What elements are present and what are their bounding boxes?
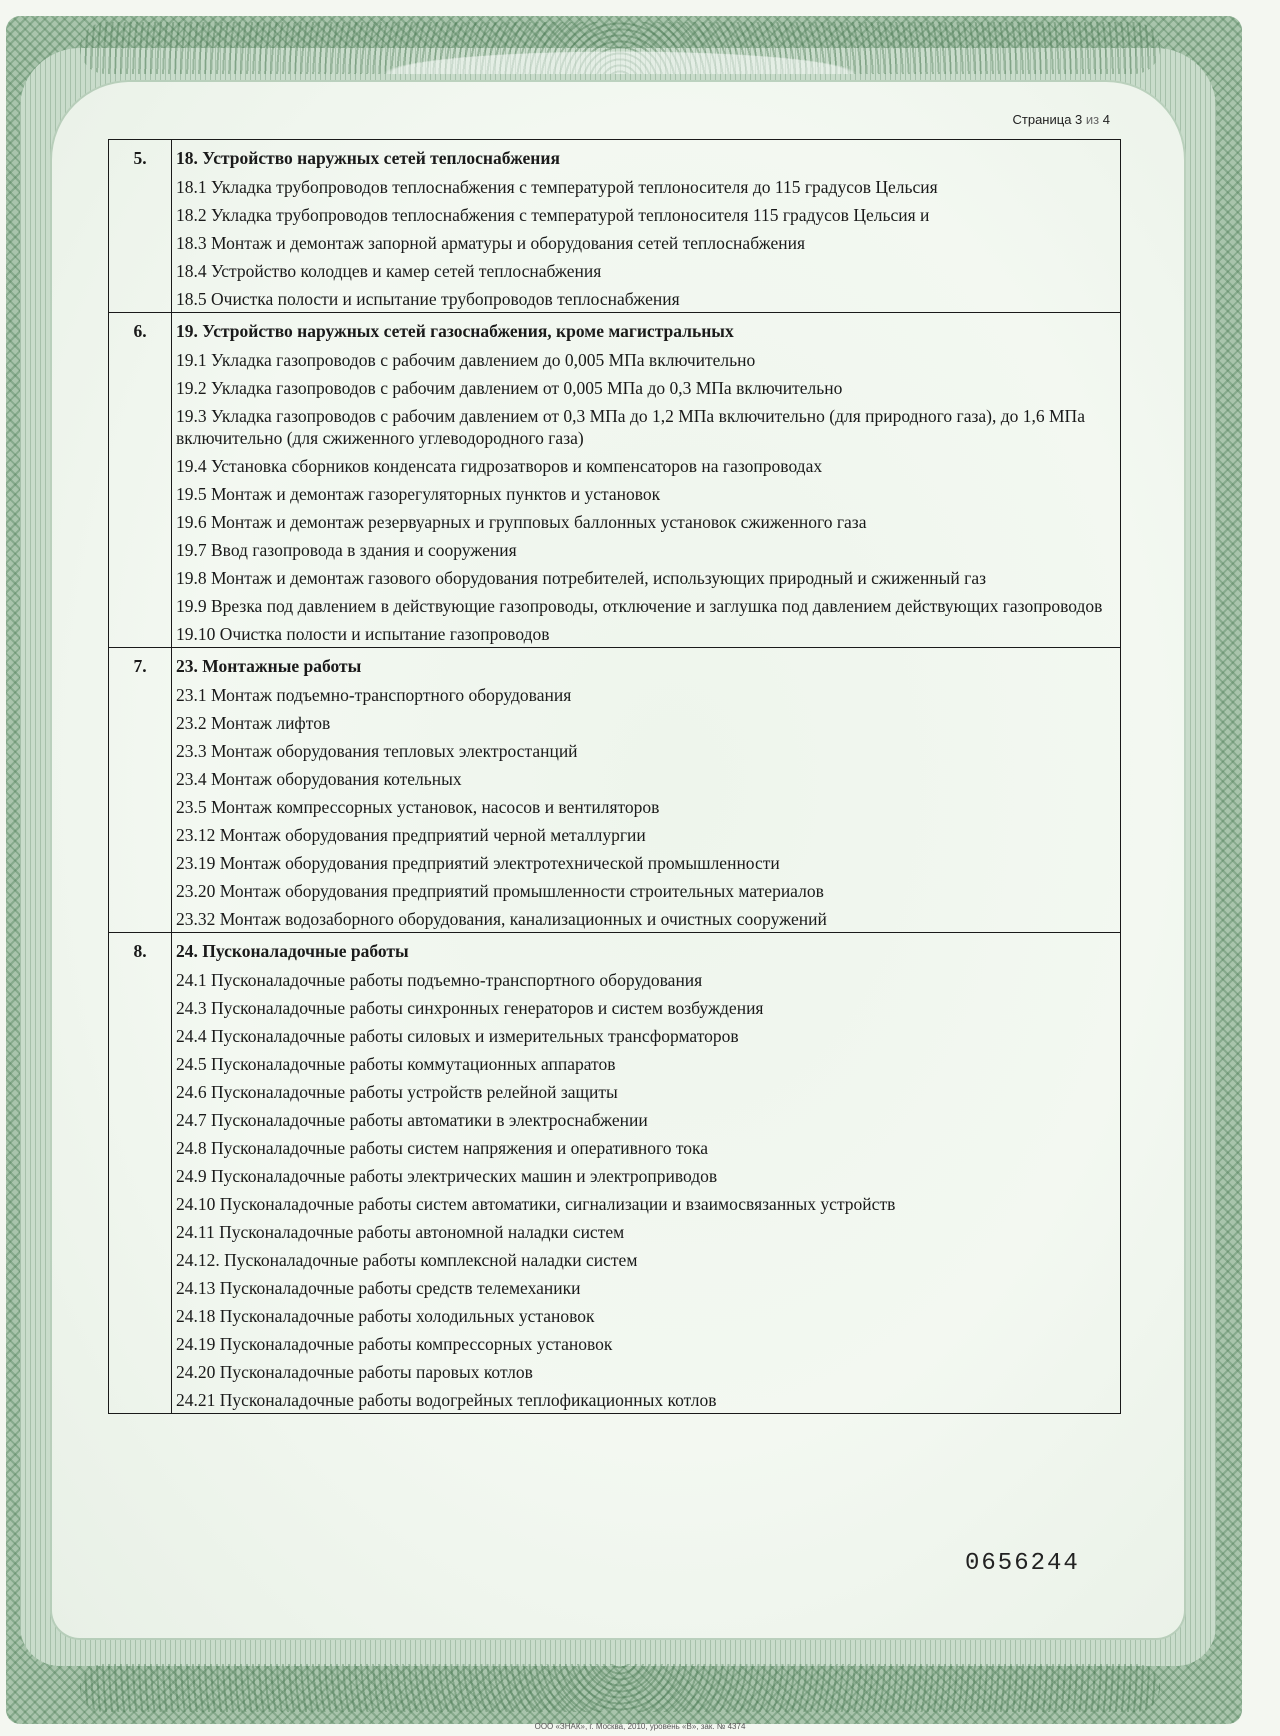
work-item: 18.2 Укладка трубопроводов теплоснабжения с температурой теплоносителя 115 градусов Цельсия и bbox=[176, 205, 930, 225]
page-indicator-sep: из bbox=[1085, 112, 1100, 127]
page-indicator bbox=[1013, 112, 1111, 127]
work-item: 19.7 Ввод газопровода в здания и сооружения bbox=[176, 540, 517, 560]
section-row bbox=[109, 648, 1121, 933]
work-item: 24.20 Пусконаладочные работы паровых котлов bbox=[176, 1362, 533, 1382]
work-item: 23.19 Монтаж оборудования предприятий электротехнической промышленности bbox=[176, 853, 780, 873]
work-item: 24.6 Пусконаладочные работы устройств релейной защиты bbox=[176, 1082, 618, 1102]
section-title: 24. Пусконаладочные работы bbox=[176, 941, 409, 961]
section-row bbox=[109, 140, 1121, 313]
work-item: 24.4 Пусконаладочные работы силовых и измерительных трансформаторов bbox=[176, 1026, 739, 1046]
work-item: 19.4 Установка сборников конденсата гидрозатворов и компенсаторов на газопроводах bbox=[176, 456, 823, 476]
work-item: 18.3 Монтаж и демонтаж запорной арматуры и оборудования сетей теплоснабжения bbox=[176, 233, 806, 253]
page-indicator-current: 3 bbox=[1075, 112, 1083, 127]
work-types-table bbox=[108, 139, 1121, 1414]
work-item: 23.4 Монтаж оборудования котельных bbox=[176, 769, 462, 789]
work-item: 24.1 Пусконаладочные работы подъемно-транспортного оборудования bbox=[176, 970, 703, 990]
work-item: 24.12. Пусконаладочные работы комплексной наладки систем bbox=[176, 1250, 638, 1270]
work-item: 19.9 Врезка под давлением в действующие газопроводы, отключение и заглушка под давлением действующих газопроводов bbox=[176, 596, 1103, 616]
section-number: 6. bbox=[109, 313, 172, 648]
work-item: 24.13 Пусконаладочные работы средств телемеханики bbox=[176, 1278, 581, 1298]
work-item: 24.9 Пусконаладочные работы электрических машин и электроприводов bbox=[176, 1166, 718, 1186]
work-item: 23.20 Монтаж оборудования предприятий промышленности строительных материалов bbox=[176, 881, 824, 901]
work-item: 23.32 Монтаж водозаборного оборудования, канализационных и очистных сооружений bbox=[176, 909, 827, 929]
section-content bbox=[172, 140, 1121, 313]
section-number: 8. bbox=[109, 933, 172, 1414]
work-item: 23.1 Монтаж подъемно-транспортного оборудования bbox=[176, 685, 572, 705]
section-content bbox=[172, 313, 1121, 648]
section-title: 18. Устройство наружных сетей теплоснабжения bbox=[176, 148, 560, 168]
section-number: 5. bbox=[109, 140, 172, 313]
guilloche-ornament-bottom bbox=[80, 1664, 1160, 1712]
work-item: 19.10 Очистка полости и испытание газопроводов bbox=[176, 624, 550, 644]
section-row bbox=[109, 313, 1121, 648]
work-item: 24.8 Пусконаладочные работы систем напряжения и оперативного тока bbox=[176, 1138, 709, 1158]
work-item: 24.19 Пусконаладочные работы компрессорных установок bbox=[176, 1334, 613, 1354]
work-item: 23.5 Монтаж компрессорных установок, насосов и вентиляторов bbox=[176, 797, 660, 817]
section-content bbox=[172, 933, 1121, 1414]
work-item: 18.4 Устройство колодцев и камер сетей теплоснабжения bbox=[176, 261, 602, 281]
work-item: 24.18 Пусконаладочные работы холодильных установок bbox=[176, 1306, 595, 1326]
section-title: 23. Монтажные работы bbox=[176, 656, 362, 676]
work-item: 24.11 Пусконаладочные работы автономной наладки систем bbox=[176, 1222, 625, 1242]
work-item: 24.5 Пусконаладочные работы коммутационных аппаратов bbox=[176, 1054, 616, 1074]
section-row bbox=[109, 933, 1121, 1414]
serial-number: 0656244 bbox=[965, 1550, 1080, 1577]
work-item: 24.3 Пусконаладочные работы синхронных генераторов и систем возбуждения bbox=[176, 998, 764, 1018]
section-title: 19. Устройство наружных сетей газоснабжения, кроме магистральных bbox=[176, 321, 734, 341]
work-item: 19.5 Монтаж и демонтаж газорегуляторных пунктов и установок bbox=[176, 484, 661, 504]
page-indicator-total: 4 bbox=[1102, 112, 1110, 127]
work-item: 23.12 Монтаж оборудования предприятий черной металлургии bbox=[176, 825, 646, 845]
work-item: 24.10 Пусконаладочные работы систем автоматики, сигнализации и взаимосвязанных устройств bbox=[176, 1194, 896, 1214]
work-item: 18.5 Очистка полости и испытание трубопроводов теплоснабжения bbox=[176, 289, 680, 309]
page-indicator-prefix: Страница bbox=[1012, 112, 1072, 127]
work-item: 23.2 Монтаж лифтов bbox=[176, 713, 331, 733]
work-item: 23.3 Монтаж оборудования тепловых электростанций bbox=[176, 741, 578, 761]
section-number: 7. bbox=[109, 648, 172, 933]
work-item: 19.2 Укладка газопроводов с рабочим давлением от 0,005 МПа до 0,3 МПа включительно bbox=[176, 378, 843, 398]
work-item: 19.3 Укладка газопроводов с рабочим давлением от 0,3 МПа до 1,2 МПа включительно (для природного газа), до 1,6 МПа включительно (для сжиженного углеводородного газа) bbox=[176, 406, 1085, 448]
work-item: 18.1 Укладка трубопроводов теплоснабжения с температурой теплоносителя до 115 градусов Цельсия bbox=[176, 177, 938, 197]
section-content bbox=[172, 648, 1121, 933]
work-item: 19.1 Укладка газопроводов с рабочим давлением до 0,005 МПа включительно bbox=[176, 350, 756, 370]
guilloche-ornament-top bbox=[80, 22, 1160, 74]
work-item: 19.6 Монтаж и демонтаж резервуарных и групповых баллонных установок сжиженного газа bbox=[176, 512, 867, 532]
print-footer: ООО «ЗНАК», г. Москва, 2010, уровень «В», зак. № 4374 bbox=[534, 1722, 746, 1731]
work-item: 19.8 Монтаж и демонтаж газового оборудования потребителей, использующих природный и сжиженный газ bbox=[176, 568, 987, 588]
work-item: 24.7 Пусконаладочные работы автоматики в электроснабжении bbox=[176, 1110, 648, 1130]
work-item: 24.21 Пусконаладочные работы водогрейных теплофикационных котлов bbox=[176, 1390, 717, 1410]
